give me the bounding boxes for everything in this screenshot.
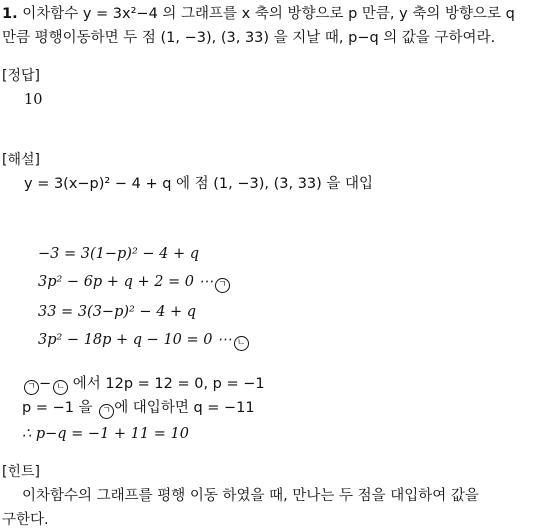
equation-2: 3p² − 6p + q + 2 = 0 ⋯ [38,274,214,290]
explanation-label: [해설] [2,152,40,168]
problem-line-2: 만큼 평행이동하면 두 점 (1, −3), (3, 33) 을 지날 때, p−q 의 값을 구하여라. [2,30,496,46]
problem-text-1: 이차함수 y = 3x²−4 의 그래프를 x 축의 방향으로 p 만큼, y 축의 방향으로 q [22,6,515,22]
hint-line-1: 이차함수의 그래프를 평행 이동 하였을 때, 만나는 두 점을 대입하여 값을 [22,488,479,504]
equation-3: 33 = 3(3−p)² − 4 + q [38,304,197,320]
step-2-text-b: 에 대입하면 q = −11 [114,400,255,416]
hint-line-2: 구한다. [2,512,49,528]
answer-label: [정답] [2,68,40,84]
equation-2-line [38,272,230,293]
minus-sign: − [39,376,52,392]
step-3: ∴ p−q = −1 + 11 = 10 [22,426,189,442]
circled-nieun-icon: ㄴ [53,380,68,395]
explanation-intro: y = 3(x−p)² − 4 + q 에 점 (1, −3), (3, 33) 을 대입 [24,176,374,192]
step-2 [22,398,255,419]
step-2-text-a: p = −1 을 [22,400,93,416]
circled-giyeok-icon: ㄱ [99,404,114,419]
step-1 [22,374,265,395]
step-1-text: 에서 12p = 12 = 0, p = −1 [72,376,265,392]
problem-number: 1. [2,6,18,22]
problem-line-1 [2,4,515,24]
equation-4: 3p² − 18p + q − 10 = 0 ⋯ [38,332,232,348]
hint-label: [힌트] [2,464,40,480]
answer-value: 10 [24,92,43,108]
circled-giyeok-icon: ㄱ [24,380,39,395]
equation-1: −3 = 3(1−p)² − 4 + q [38,246,199,262]
equation-4-line [38,330,249,351]
circled-giyeok-icon: ㄱ [215,278,230,293]
circled-nieun-icon: ㄴ [234,336,249,351]
